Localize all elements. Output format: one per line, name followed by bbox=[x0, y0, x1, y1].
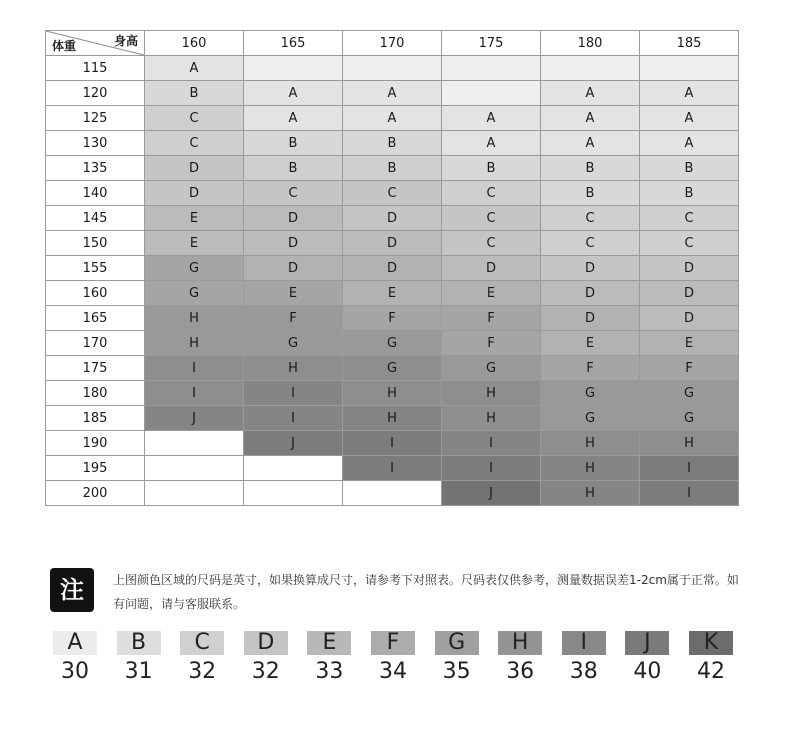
size-cell: G bbox=[343, 331, 442, 356]
legend-letter: G bbox=[435, 631, 479, 655]
size-cell: D bbox=[145, 181, 244, 206]
size-cell: B bbox=[244, 131, 343, 156]
legend-item bbox=[53, 631, 97, 687]
size-cell: D bbox=[541, 256, 640, 281]
size-cell: H bbox=[442, 406, 541, 431]
weight-label: 170 bbox=[46, 331, 145, 356]
legend-letter: A bbox=[53, 631, 97, 655]
note-badge: 注 bbox=[50, 568, 94, 612]
size-cell: F bbox=[343, 306, 442, 331]
legend-value: 38 bbox=[569, 659, 598, 684]
weight-label: 195 bbox=[46, 456, 145, 481]
size-cell: E bbox=[442, 281, 541, 306]
table-row bbox=[46, 431, 739, 456]
height-header-0: 160 bbox=[145, 31, 244, 56]
height-header-2: 170 bbox=[343, 31, 442, 56]
size-cell: C bbox=[442, 206, 541, 231]
size-cell: A bbox=[541, 131, 640, 156]
size-cell: D bbox=[541, 281, 640, 306]
size-cell: H bbox=[145, 331, 244, 356]
size-cell: H bbox=[343, 381, 442, 406]
height-header-4: 180 bbox=[541, 31, 640, 56]
weight-label: 165 bbox=[46, 306, 145, 331]
size-cell: G bbox=[640, 381, 739, 406]
size-cell: G bbox=[145, 256, 244, 281]
size-cell: H bbox=[343, 406, 442, 431]
size-cell: C bbox=[541, 206, 640, 231]
legend-letter: I bbox=[562, 631, 606, 655]
size-cell: D bbox=[640, 256, 739, 281]
size-cell: D bbox=[244, 256, 343, 281]
size-cell: D bbox=[145, 156, 244, 181]
legend-letter: B bbox=[117, 631, 161, 655]
legend-item bbox=[625, 631, 669, 687]
size-cell: G bbox=[244, 331, 343, 356]
size-cell: G bbox=[541, 381, 640, 406]
size-cell: D bbox=[640, 281, 739, 306]
size-cell: A bbox=[343, 81, 442, 106]
size-cell: D bbox=[442, 256, 541, 281]
legend-letter: E bbox=[307, 631, 351, 655]
legend-value: 32 bbox=[188, 659, 217, 684]
size-cell: D bbox=[541, 306, 640, 331]
weight-label: 140 bbox=[46, 181, 145, 206]
size-cell: F bbox=[640, 356, 739, 381]
size-cell bbox=[343, 56, 442, 81]
size-cell: H bbox=[541, 431, 640, 456]
size-cell: B bbox=[343, 131, 442, 156]
size-cell: I bbox=[343, 431, 442, 456]
table-row bbox=[46, 131, 739, 156]
size-cell: E bbox=[640, 331, 739, 356]
height-header-1: 165 bbox=[244, 31, 343, 56]
weight-label: 190 bbox=[46, 431, 145, 456]
size-cell: G bbox=[145, 281, 244, 306]
size-cell: D bbox=[343, 231, 442, 256]
weight-label: 200 bbox=[46, 481, 145, 506]
size-cell: D bbox=[343, 256, 442, 281]
size-chart-body bbox=[46, 31, 739, 506]
legend-item bbox=[562, 631, 606, 687]
size-cell: I bbox=[640, 481, 739, 506]
size-cell: C bbox=[343, 181, 442, 206]
size-cell: G bbox=[442, 356, 541, 381]
table-row bbox=[46, 106, 739, 131]
size-cell bbox=[541, 56, 640, 81]
size-cell: J bbox=[145, 406, 244, 431]
size-cell: C bbox=[442, 231, 541, 256]
table-row bbox=[46, 456, 739, 481]
size-cell: F bbox=[442, 306, 541, 331]
size-cell: E bbox=[145, 206, 244, 231]
table-row bbox=[46, 306, 739, 331]
legend-letter: J bbox=[625, 631, 669, 655]
legend-value: 40 bbox=[633, 659, 662, 684]
legend-item bbox=[307, 631, 351, 687]
size-cell: B bbox=[145, 81, 244, 106]
size-cell: D bbox=[343, 206, 442, 231]
weight-label: 150 bbox=[46, 231, 145, 256]
legend-item bbox=[498, 631, 542, 687]
weight-label: 120 bbox=[46, 81, 145, 106]
size-cell: H bbox=[442, 381, 541, 406]
table-row bbox=[46, 156, 739, 181]
size-cell: A bbox=[541, 81, 640, 106]
size-cell: C bbox=[145, 106, 244, 131]
size-cell: G bbox=[541, 406, 640, 431]
size-cell bbox=[244, 56, 343, 81]
table-row bbox=[46, 331, 739, 356]
legend-item bbox=[689, 631, 733, 687]
legend-letter: K bbox=[689, 631, 733, 655]
legend-value: 34 bbox=[379, 659, 407, 684]
table-row bbox=[46, 281, 739, 306]
legend-letter: C bbox=[180, 631, 224, 655]
size-cell: H bbox=[541, 456, 640, 481]
weight-label: 130 bbox=[46, 131, 145, 156]
size-cell: I bbox=[640, 456, 739, 481]
size-cell bbox=[343, 481, 442, 506]
size-cell: F bbox=[442, 331, 541, 356]
size-cell: C bbox=[145, 131, 244, 156]
size-cell: A bbox=[640, 106, 739, 131]
legend-item bbox=[180, 631, 224, 687]
size-cell: I bbox=[244, 381, 343, 406]
size-cell bbox=[145, 431, 244, 456]
size-cell bbox=[244, 456, 343, 481]
weight-label: 125 bbox=[46, 106, 145, 131]
weight-label: 155 bbox=[46, 256, 145, 281]
size-chart-table bbox=[45, 30, 739, 506]
size-cell: E bbox=[145, 231, 244, 256]
size-cell: G bbox=[640, 406, 739, 431]
legend-value: 42 bbox=[697, 659, 725, 684]
size-cell: A bbox=[244, 106, 343, 131]
size-cell: B bbox=[541, 156, 640, 181]
table-row bbox=[46, 481, 739, 506]
weight-label: 145 bbox=[46, 206, 145, 231]
weight-label: 115 bbox=[46, 56, 145, 81]
size-cell: C bbox=[640, 231, 739, 256]
weight-axis-label: 体重 bbox=[52, 39, 77, 53]
size-cell: I bbox=[145, 356, 244, 381]
legend-value: 30 bbox=[61, 659, 89, 684]
size-cell: B bbox=[640, 181, 739, 206]
size-cell bbox=[145, 456, 244, 481]
legend-value: 32 bbox=[251, 659, 280, 684]
size-cell: H bbox=[541, 481, 640, 506]
size-cell: D bbox=[640, 306, 739, 331]
weight-label: 185 bbox=[46, 406, 145, 431]
size-cell: H bbox=[145, 306, 244, 331]
size-cell: B bbox=[442, 156, 541, 181]
size-cell: C bbox=[244, 181, 343, 206]
table-row bbox=[46, 56, 739, 81]
table-row bbox=[46, 356, 739, 381]
size-cell: A bbox=[640, 131, 739, 156]
table-row bbox=[46, 406, 739, 431]
size-cell bbox=[145, 481, 244, 506]
size-cell: C bbox=[640, 206, 739, 231]
size-cell: F bbox=[541, 356, 640, 381]
size-cell: I bbox=[343, 456, 442, 481]
table-row bbox=[46, 256, 739, 281]
legend-value: 31 bbox=[124, 659, 153, 684]
size-cell: A bbox=[442, 131, 541, 156]
size-cell: A bbox=[640, 81, 739, 106]
legend-value: 35 bbox=[442, 659, 471, 684]
size-cell: A bbox=[541, 106, 640, 131]
legend-item bbox=[435, 631, 479, 687]
corner-cell bbox=[46, 31, 145, 56]
size-cell: B bbox=[343, 156, 442, 181]
size-cell: A bbox=[343, 106, 442, 131]
table-row bbox=[46, 181, 739, 206]
weight-label: 175 bbox=[46, 356, 145, 381]
size-cell: B bbox=[541, 181, 640, 206]
size-cell: B bbox=[640, 156, 739, 181]
weight-label: 180 bbox=[46, 381, 145, 406]
size-cell: E bbox=[541, 331, 640, 356]
size-cell: G bbox=[343, 356, 442, 381]
note-text: 上图颜色区域的尺码是英寸，如果换算成尺寸，请参考下对照表。尺码表仅供参考，测量数据误差1-2cm属于正常。如有问题，请与客服联系。 bbox=[113, 573, 739, 611]
size-cell: A bbox=[442, 106, 541, 131]
size-cell: D bbox=[244, 206, 343, 231]
size-cell: H bbox=[244, 356, 343, 381]
legend-item bbox=[371, 631, 415, 687]
size-cell: C bbox=[442, 181, 541, 206]
legend-value: 36 bbox=[506, 659, 535, 684]
size-cell: D bbox=[244, 231, 343, 256]
size-cell: F bbox=[244, 306, 343, 331]
size-cell: B bbox=[244, 156, 343, 181]
size-cell bbox=[442, 56, 541, 81]
legend-letter: D bbox=[244, 631, 288, 655]
table-row bbox=[46, 231, 739, 256]
legend-letter: H bbox=[498, 631, 542, 655]
size-cell: E bbox=[244, 281, 343, 306]
legend-letter: F bbox=[371, 631, 415, 655]
legend-value: 33 bbox=[315, 659, 344, 684]
size-cell: A bbox=[244, 81, 343, 106]
size-cell: I bbox=[442, 456, 541, 481]
size-cell: A bbox=[145, 56, 244, 81]
weight-label: 160 bbox=[46, 281, 145, 306]
height-axis-label: 身高 bbox=[113, 34, 138, 48]
table-row bbox=[46, 206, 739, 231]
size-cell: I bbox=[145, 381, 244, 406]
size-cell bbox=[640, 56, 739, 81]
header-row bbox=[46, 31, 739, 56]
legend-item bbox=[117, 631, 161, 687]
size-cell: J bbox=[244, 431, 343, 456]
height-header-3: 175 bbox=[442, 31, 541, 56]
size-cell: E bbox=[343, 281, 442, 306]
height-header-5: 185 bbox=[640, 31, 739, 56]
weight-label: 135 bbox=[46, 156, 145, 181]
legend-item bbox=[244, 631, 288, 687]
size-cell: I bbox=[244, 406, 343, 431]
size-cell: J bbox=[442, 481, 541, 506]
size-cell bbox=[442, 81, 541, 106]
size-cell: H bbox=[640, 431, 739, 456]
size-legend bbox=[45, 631, 745, 691]
table-row bbox=[46, 381, 739, 406]
size-cell: C bbox=[541, 231, 640, 256]
size-cell: I bbox=[442, 431, 541, 456]
size-cell bbox=[244, 481, 343, 506]
table-row bbox=[46, 81, 739, 106]
